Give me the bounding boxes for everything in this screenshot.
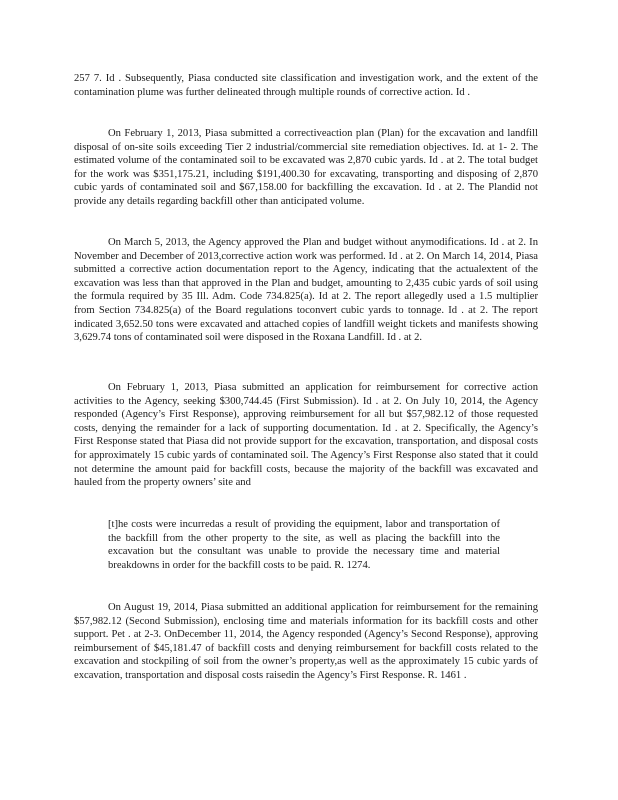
paragraph-corrective-action-plan: On February 1, 2013, Piasa submitted a correctiveaction plan (Plan) for the excavation and landfill disposal of on-site soils exceeding Tier 2 industrial/commercial site remediation objectives. Id. at 1- 2. The estimated volume of the contaminated soil to be excavated was 2,870 cubic yards. Id . at 2. The total budget for the work was $351,175.21, including $191,400.30 for excavating, transporting and disposing of 2,870 cubic yards of contaminated soil and $67,158.00 for backfilling the excavation. Id . at 2. The Plandid not provide any details regarding backfill other than anticipated volume. — [74, 128, 538, 207]
paragraph-first-submission: On February 1, 2013, Piasa submitted an application for reimbursement for corrective action activities to the Agency, seeking $300,744.45 (First Submission). Id . at 2. On July 10, 2014, the Agency responded (Agency’s First Response), approving reimbursement for all but $57,982.12 of those requested costs, denying the remainder for a lack of supporting documentation. Id . at 2. Specifically, the Agency’s First Response stated that Piasa did not provide support for the excavation, transportation, and disposal costs for approximately 15 cubic yards of contaminated soil. The Agency’s First Response also stated that it could not determine the amount paid for backfill costs, because the majority of the backfill was excavated and hauled from the property owners’ site and — [74, 382, 538, 489]
paragraph-plan-approval: On March 5, 2013, the Agency approved the Plan and budget without anymodifications. Id . at 2. In November and December of 2013,corrective action work was performed. Id . at 2. On March 14, 2014, Piasa submitted a corrective action documentation report to the Agency, indicating that the actualextent of the excavation was less than that approved in the Plan and budget, amounting to 2,435 cubic yards of soil using the formula required by 35 Ill. Adm. Code 734.825(a). Id at 2. The report allegedly used a 1.5 multiplier from Section 734.825(a) of the Board regulations toconvert cubic yards to tonnage. Id . at 2. The report indicated 3,652.50 tons were excavated and attached copies of landfill weight tickets and manifests showing 3,629.74 tons of contaminated soil were disposed in the Roxana Landfill. Id . at 2. — [74, 237, 538, 344]
paragraph-site-classification: 257 7. Id . Subsequently, Piasa conducted site classification and investigation work, and the extent of the contamination plume was further delineated through multiple rounds of corrective action. Id . — [74, 73, 538, 98]
paragraph-second-submission: On August 19, 2014, Piasa submitted an additional application for reimbursement for the remaining $57,982.12 (Second Submission), enclosing time and materials information for its backfill costs and other support. Pet . at 2-3. OnDecember 11, 2014, the Agency responded (Agency’s Second Response), approving reimbursement of $45,181.47 of backfill costs and denying reimbursement for backfill costs related to the excavation and stockpiling of soil from the owner’s property,as well as the approximately 15 cubic yards of excavation, transportation and disposal costs raisedin the Agency’s First Response. R. 1461 . — [74, 602, 538, 681]
block-quote: [t]he costs were incurredas a result of providing the equipment, labor and transportation of the backfill from the other property to the site, as well as placing the backfill into the excavation but the consultant was unable to provide the necessary time and material breakdowns in order for the backfill costs to be paid. R. 1274. — [108, 519, 500, 571]
